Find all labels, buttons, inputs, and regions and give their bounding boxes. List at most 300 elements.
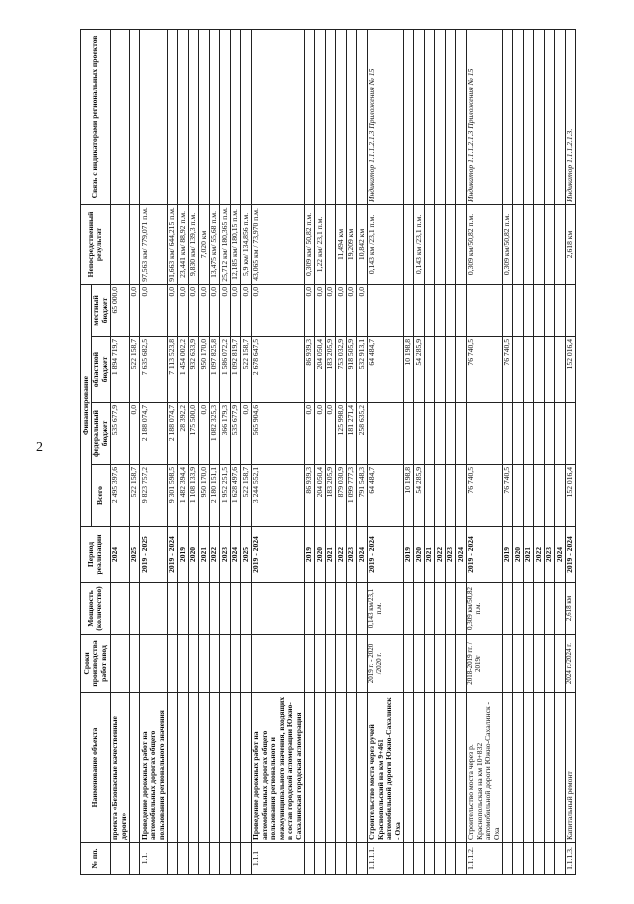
cell-period: 2024 xyxy=(456,527,467,583)
cell-total: 76 740,5 xyxy=(502,465,513,527)
cell-regional: 532 913,1 xyxy=(357,337,368,403)
cell-link xyxy=(346,29,357,204)
table-row xyxy=(167,29,178,874)
cell-regional xyxy=(544,337,555,403)
cell-name xyxy=(199,693,210,843)
cell-num: 1.1.1.3. xyxy=(565,843,576,875)
cell-federal xyxy=(414,403,425,465)
cell-result xyxy=(534,204,545,284)
cell-local: 0,0 xyxy=(346,284,357,336)
cell-link: Индикатор 1.1.1.2.1.3. xyxy=(565,29,576,204)
cell-total xyxy=(544,465,555,527)
cell-period: 2025 xyxy=(241,527,252,583)
cell-link xyxy=(220,29,231,204)
cell-period: 2019 - 2024 xyxy=(466,527,502,583)
financing-table xyxy=(80,29,576,875)
table-container xyxy=(80,30,634,875)
cell-federal: 2 188 074,7 xyxy=(167,403,178,465)
cell-regional: 54 285,9 xyxy=(414,337,425,403)
cell-name xyxy=(403,693,414,843)
table-row xyxy=(445,29,456,874)
cell-total xyxy=(424,465,435,527)
cell-result: 23,441 км/ 88,92 п.м. xyxy=(178,204,189,284)
cell-term xyxy=(435,635,446,693)
cell-link xyxy=(544,29,555,204)
table-row xyxy=(325,29,336,874)
cell-name xyxy=(220,693,231,843)
cell-total: 879 030,9 xyxy=(336,465,347,527)
cell-link xyxy=(230,29,241,204)
cell-federal xyxy=(523,403,534,465)
cell-total xyxy=(435,465,446,527)
cell-federal: 175 500,0 xyxy=(188,403,199,465)
cell-regional: 204 050,4 xyxy=(315,337,326,403)
cell-result xyxy=(424,204,435,284)
cell-period: 2021 xyxy=(424,527,435,583)
cell-result xyxy=(456,204,467,284)
cell-capacity: 0,309 км/50,82 п.м. xyxy=(466,583,502,635)
table-row xyxy=(188,29,199,874)
cell-local: 0,0 xyxy=(241,284,252,336)
cell-name: Строительство моста через ручей Краснопольский на км 9+461 автомобильной дороги Южно-Сахалинск - Оха xyxy=(367,693,403,843)
table-row xyxy=(251,29,304,874)
cell-result xyxy=(523,204,534,284)
cell-name xyxy=(357,693,368,843)
table-row xyxy=(523,29,534,874)
cell-capacity xyxy=(403,583,414,635)
header-total: Всего xyxy=(91,465,110,527)
cell-term xyxy=(178,635,189,693)
cell-num xyxy=(110,843,129,875)
cell-capacity xyxy=(357,583,368,635)
cell-local: 0,0 xyxy=(140,284,168,336)
cell-num xyxy=(304,843,315,875)
cell-regional xyxy=(435,337,446,403)
cell-period: 2019 xyxy=(178,527,189,583)
cell-link xyxy=(424,29,435,204)
cell-link xyxy=(140,29,168,204)
cell-period: 2023 xyxy=(544,527,555,583)
cell-term xyxy=(424,635,435,693)
cell-name xyxy=(424,693,435,843)
header-local: местный бюджет xyxy=(91,284,110,336)
cell-link xyxy=(534,29,545,204)
cell-local: 0,0 xyxy=(251,284,304,336)
cell-capacity xyxy=(523,583,534,635)
cell-capacity xyxy=(544,583,555,635)
cell-regional: 1 097 825,8 xyxy=(209,337,220,403)
cell-period: 2019 - 2024 xyxy=(251,527,304,583)
cell-name xyxy=(534,693,545,843)
cell-capacity xyxy=(251,583,304,635)
cell-link xyxy=(336,29,347,204)
cell-term xyxy=(544,635,555,693)
cell-local: 65 000,0 xyxy=(110,284,129,336)
cell-total: 54 285,9 xyxy=(414,465,425,527)
cell-federal: 1 082 325,3 xyxy=(209,403,220,465)
cell-result: 0,143 км /23,1 п.м. xyxy=(414,204,425,284)
cell-total: 9 823 757,2 xyxy=(140,465,168,527)
cell-term xyxy=(167,635,178,693)
cell-name xyxy=(513,693,524,843)
cell-capacity xyxy=(513,583,524,635)
table-row xyxy=(346,29,357,874)
table-row xyxy=(178,29,189,874)
cell-total: 2 180 151,1 xyxy=(209,465,220,527)
header-num: № пп. xyxy=(81,843,111,875)
table-row xyxy=(424,29,435,874)
cell-federal: 535 677,9 xyxy=(110,403,129,465)
cell-link: Индикатор 1.1.1.2.1.3 Приложения № 15 xyxy=(367,29,403,204)
cell-num xyxy=(230,843,241,875)
cell-name: Строительство моста через р. Краснопольская на км 10+832 автомобильной дороги Южно-Сахалинск - Оха xyxy=(466,693,502,843)
cell-name xyxy=(414,693,425,843)
cell-federal: 28 392,2 xyxy=(178,403,189,465)
table-row xyxy=(534,29,545,874)
cell-term xyxy=(129,635,140,693)
cell-local: 0,0 xyxy=(315,284,326,336)
cell-regional: 1 454 002,2 xyxy=(178,337,189,403)
cell-regional: 86 939,3 xyxy=(304,337,315,403)
cell-local xyxy=(414,284,425,336)
cell-num xyxy=(241,843,252,875)
cell-name xyxy=(129,693,140,843)
cell-federal xyxy=(502,403,513,465)
cell-num xyxy=(424,843,435,875)
cell-total: 1 628 497,6 xyxy=(230,465,241,527)
cell-capacity xyxy=(209,583,220,635)
cell-result xyxy=(544,204,555,284)
cell-capacity xyxy=(534,583,545,635)
cell-link: Индикатор 1.1.1.2.1.3 Приложения № 15 xyxy=(466,29,502,204)
cell-term xyxy=(403,635,414,693)
cell-capacity xyxy=(110,583,129,635)
cell-capacity xyxy=(315,583,326,635)
cell-term xyxy=(445,635,456,693)
cell-result xyxy=(513,204,524,284)
cell-term xyxy=(241,635,252,693)
cell-term xyxy=(220,635,231,693)
cell-period: 2019 xyxy=(502,527,513,583)
cell-capacity xyxy=(167,583,178,635)
cell-federal: 0,0 xyxy=(304,403,315,465)
cell-capacity xyxy=(230,583,241,635)
cell-num xyxy=(336,843,347,875)
cell-federal: 0,0 xyxy=(325,403,336,465)
table-row xyxy=(129,29,140,874)
cell-result: 2,618 км xyxy=(565,204,576,284)
header-capacity: Мощность (количество) xyxy=(81,583,111,635)
cell-total: 1 099 777,3 xyxy=(346,465,357,527)
header-financing: Финансирование xyxy=(81,284,92,526)
table-row xyxy=(140,29,168,874)
cell-federal: 366 179,3 xyxy=(220,403,231,465)
cell-period: 2019 - 2024 xyxy=(565,527,576,583)
cell-federal: 565 904,6 xyxy=(251,403,304,465)
cell-result: 0,309 км/50,82 п.м. xyxy=(502,204,513,284)
cell-name: Проведение дорожных работ на автомобильных дорогах общего пользования регионального значения xyxy=(140,693,168,843)
cell-name xyxy=(555,693,566,843)
header-regional: областной бюджет xyxy=(91,337,110,403)
cell-term xyxy=(188,635,199,693)
cell-term xyxy=(336,635,347,693)
cell-federal xyxy=(403,403,414,465)
cell-local xyxy=(513,284,524,336)
table-row xyxy=(555,29,566,874)
cell-capacity: 2,618 км xyxy=(565,583,576,635)
cell-num xyxy=(523,843,534,875)
cell-name xyxy=(315,693,326,843)
cell-name xyxy=(346,693,357,843)
cell-name xyxy=(167,693,178,843)
cell-local xyxy=(367,284,403,336)
cell-name xyxy=(241,693,252,843)
cell-total xyxy=(445,465,456,527)
cell-capacity xyxy=(456,583,467,635)
cell-capacity xyxy=(336,583,347,635)
cell-num xyxy=(346,843,357,875)
cell-result xyxy=(403,204,414,284)
cell-period: 2024 xyxy=(555,527,566,583)
cell-federal xyxy=(424,403,435,465)
header-federal: федеральный бюджет xyxy=(91,403,110,465)
cell-link xyxy=(209,29,220,204)
table-row xyxy=(241,29,252,874)
cell-num xyxy=(435,843,446,875)
cell-total: 1 952 251,5 xyxy=(220,465,231,527)
cell-result: 1,22 км/ 23,1 п.м. xyxy=(315,204,326,284)
cell-name xyxy=(445,693,456,843)
table-row xyxy=(502,29,513,874)
table-row xyxy=(315,29,326,874)
cell-term xyxy=(140,635,168,693)
cell-num xyxy=(555,843,566,875)
cell-local xyxy=(445,284,456,336)
cell-name: Капитальный ремонт xyxy=(565,693,576,843)
cell-regional: 918 505,9 xyxy=(346,337,357,403)
cell-num xyxy=(315,843,326,875)
cell-result: 10,842 км xyxy=(357,204,368,284)
cell-federal: 2 188 074,7 xyxy=(140,403,168,465)
cell-local: 0,0 xyxy=(336,284,347,336)
cell-total: 1 482 394,4 xyxy=(178,465,189,527)
cell-period: 2024 xyxy=(110,527,129,583)
cell-federal xyxy=(534,403,545,465)
cell-period: 2020 xyxy=(315,527,326,583)
header-term: Сроки производства работ ввод xyxy=(81,635,111,693)
cell-regional: 522 158,7 xyxy=(241,337,252,403)
cell-total: 2 495 397,6 xyxy=(110,465,129,527)
cell-link xyxy=(456,29,467,204)
cell-local xyxy=(456,284,467,336)
cell-capacity xyxy=(140,583,168,635)
cell-regional: 64 484,7 xyxy=(367,337,403,403)
cell-capacity xyxy=(555,583,566,635)
cell-num xyxy=(199,843,210,875)
table-row xyxy=(403,29,414,874)
cell-link xyxy=(110,29,129,204)
cell-period: 2023 xyxy=(445,527,456,583)
cell-regional: 753 032,9 xyxy=(336,337,347,403)
cell-link xyxy=(414,29,425,204)
cell-link xyxy=(315,29,326,204)
cell-period: 2025 xyxy=(129,527,140,583)
cell-total: 522 158,7 xyxy=(241,465,252,527)
cell-name: проекта «Безопасные качественные дороги» xyxy=(110,693,129,843)
cell-result xyxy=(555,204,566,284)
cell-regional xyxy=(523,337,534,403)
cell-local xyxy=(523,284,534,336)
table-row xyxy=(565,29,576,874)
cell-regional xyxy=(424,337,435,403)
cell-total xyxy=(555,465,566,527)
cell-federal xyxy=(544,403,555,465)
cell-period: 2019 - 2024 xyxy=(167,527,178,583)
table-row xyxy=(209,29,220,874)
cell-local: 0,0 xyxy=(209,284,220,336)
cell-capacity xyxy=(424,583,435,635)
table-row xyxy=(304,29,315,874)
cell-num xyxy=(513,843,524,875)
cell-num xyxy=(445,843,456,875)
cell-link xyxy=(523,29,534,204)
cell-link xyxy=(304,29,315,204)
cell-local: 0,0 xyxy=(230,284,241,336)
cell-local: 0,0 xyxy=(325,284,336,336)
cell-num xyxy=(220,843,231,875)
cell-regional: 522 158,7 xyxy=(129,337,140,403)
cell-capacity xyxy=(199,583,210,635)
header-link: Связь с индикаторами региональных проектов xyxy=(81,29,111,204)
cell-num xyxy=(188,843,199,875)
cell-num xyxy=(209,843,220,875)
cell-period: 2022 xyxy=(534,527,545,583)
cell-name xyxy=(304,693,315,843)
cell-link xyxy=(199,29,210,204)
cell-regional: 10 198,8 xyxy=(403,337,414,403)
cell-name xyxy=(209,693,220,843)
cell-federal: 0,0 xyxy=(241,403,252,465)
cell-period: 2020 xyxy=(188,527,199,583)
cell-term: 2024 г./2024 г. xyxy=(565,635,576,693)
cell-local xyxy=(565,284,576,336)
cell-num xyxy=(167,843,178,875)
cell-local: 0,0 xyxy=(357,284,368,336)
cell-name xyxy=(544,693,555,843)
cell-term xyxy=(523,635,534,693)
cell-total xyxy=(456,465,467,527)
cell-federal xyxy=(435,403,446,465)
cell-result xyxy=(435,204,446,284)
cell-result: 25,712 км/ 180,365 п.м. xyxy=(220,204,231,284)
cell-period: 2019 xyxy=(403,527,414,583)
cell-link xyxy=(403,29,414,204)
cell-period: 2020 xyxy=(414,527,425,583)
cell-regional: 7 635 682,5 xyxy=(140,337,168,403)
cell-regional: 1 092 819,7 xyxy=(230,337,241,403)
cell-result xyxy=(110,204,129,284)
cell-term xyxy=(357,635,368,693)
cell-federal xyxy=(555,403,566,465)
cell-link xyxy=(188,29,199,204)
cell-regional: 76 740,5 xyxy=(502,337,513,403)
cell-local: 0,0 xyxy=(304,284,315,336)
cell-capacity: 0,143 км/23,1 п.м. xyxy=(367,583,403,635)
cell-local xyxy=(534,284,545,336)
cell-total: 3 244 552,1 xyxy=(251,465,304,527)
cell-result xyxy=(129,204,140,284)
cell-local xyxy=(403,284,414,336)
cell-total: 950 170,0 xyxy=(199,465,210,527)
cell-capacity xyxy=(188,583,199,635)
cell-total: 204 050,4 xyxy=(315,465,326,527)
cell-regional xyxy=(513,337,524,403)
cell-regional: 183 205,9 xyxy=(325,337,336,403)
cell-federal: 181 271,4 xyxy=(346,403,357,465)
cell-link xyxy=(167,29,178,204)
cell-term xyxy=(304,635,315,693)
cell-num: 1.1.1.2. xyxy=(466,843,502,875)
cell-capacity xyxy=(414,583,425,635)
cell-federal xyxy=(367,403,403,465)
cell-result: 9,830 км/ 139,3 п.м. xyxy=(188,204,199,284)
cell-result: 11,494 км xyxy=(336,204,347,284)
cell-capacity xyxy=(346,583,357,635)
cell-term xyxy=(251,635,304,693)
cell-period: 2021 xyxy=(523,527,534,583)
cell-name xyxy=(502,693,513,843)
cell-term xyxy=(414,635,425,693)
cell-federal: 125 998,0 xyxy=(336,403,347,465)
cell-capacity xyxy=(445,583,456,635)
cell-total xyxy=(534,465,545,527)
header-period: Период реализации xyxy=(81,527,111,583)
cell-local xyxy=(544,284,555,336)
cell-num xyxy=(534,843,545,875)
cell-capacity xyxy=(178,583,189,635)
cell-result: 0,309 км/50,82 п.м. xyxy=(466,204,502,284)
cell-term xyxy=(555,635,566,693)
cell-result xyxy=(445,204,456,284)
cell-total xyxy=(523,465,534,527)
cell-num xyxy=(544,843,555,875)
cell-local: 0,0 xyxy=(178,284,189,336)
cell-regional: 7 113 523,8 xyxy=(167,337,178,403)
cell-regional xyxy=(534,337,545,403)
cell-total: 152 016,4 xyxy=(565,465,576,527)
cell-term: 2019 г. - 2020 /2020 г. xyxy=(367,635,403,693)
cell-local xyxy=(424,284,435,336)
cell-link xyxy=(502,29,513,204)
cell-regional xyxy=(445,337,456,403)
cell-term xyxy=(534,635,545,693)
rotated-table-wrapper xyxy=(80,30,634,875)
cell-num: 1.1. xyxy=(140,843,168,875)
cell-regional xyxy=(456,337,467,403)
page-number: 2 xyxy=(36,440,43,455)
cell-period: 2023 xyxy=(346,527,357,583)
cell-federal: 0,0 xyxy=(129,403,140,465)
cell-link xyxy=(251,29,304,204)
cell-result xyxy=(325,204,336,284)
cell-name xyxy=(230,693,241,843)
table-body xyxy=(110,29,576,874)
cell-num xyxy=(502,843,513,875)
cell-link xyxy=(357,29,368,204)
cell-term xyxy=(315,635,326,693)
cell-result: 0,143 км /23,1 п.м. xyxy=(367,204,403,284)
cell-link xyxy=(435,29,446,204)
